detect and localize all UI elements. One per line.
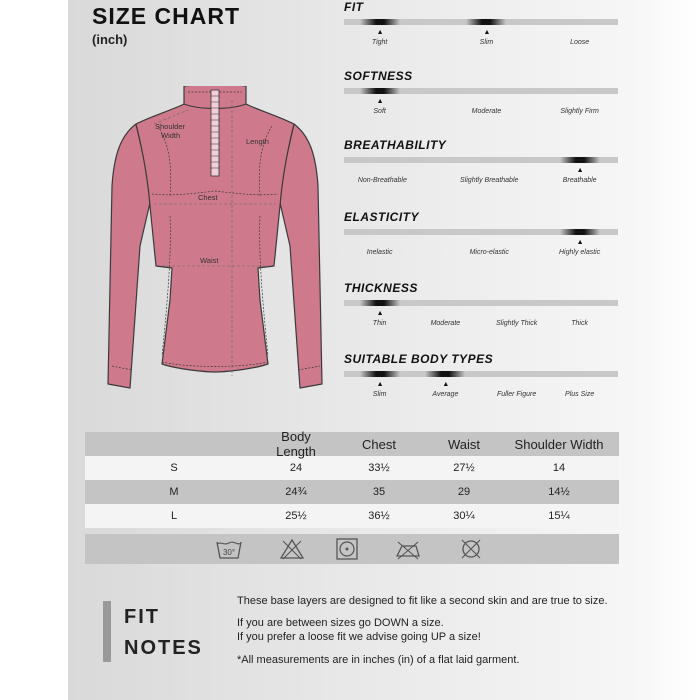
marker-arrow-icon: ▲ (576, 167, 584, 174)
scale-label: Slightly Breathable (460, 177, 519, 184)
tumble-dry-low-icon (335, 538, 359, 560)
waist-cell: 29 (457, 486, 471, 498)
fit-note-line2: If you are between sizes go DOWN a size. (237, 617, 444, 629)
do-not-bleach-icon (279, 538, 305, 560)
shoulder-width-label-line2: Width (161, 131, 181, 140)
header-body-length: Body Length (276, 429, 316, 459)
attribute-name: BREATHABILITY (344, 138, 447, 152)
scale-label: Loose (570, 39, 590, 46)
marker-arrow-icon: ▲ (376, 381, 384, 388)
attribute-thickness (344, 281, 620, 337)
wash-30-icon (216, 538, 242, 560)
waist-cell: 30¼ (453, 510, 475, 522)
table-header-row (85, 429, 619, 459)
size-cell: S (170, 462, 178, 474)
marker-arrow-icon: ▲ (376, 29, 384, 36)
size-cell: M (169, 486, 179, 498)
do-not-dry-clean-icon (458, 538, 484, 560)
scale-label: Moderate (471, 108, 502, 115)
scale-label: Highly elastic (559, 249, 601, 256)
attribute-elasticity (344, 210, 620, 266)
care-instructions-bar (85, 534, 619, 564)
body-length-cell: 24 (289, 462, 303, 474)
scale-label: Slim (372, 391, 387, 398)
garment-illustration (100, 86, 330, 396)
shoulder-width-label-line1: Shoulder (155, 122, 186, 131)
scale-marker (360, 88, 400, 94)
attribute-name: SOFTNESS (344, 69, 413, 83)
waist-cell: 27½ (453, 462, 475, 474)
shoulder-width-cell: 15¼ (548, 510, 570, 522)
marker-arrow-icon: ▲ (376, 98, 384, 105)
table-row (85, 480, 619, 504)
scale-label: Inelastic (366, 249, 393, 256)
scale-label: Plus Size (565, 391, 595, 398)
header-chest: Chest (362, 436, 396, 452)
scale-marker (360, 371, 400, 377)
marker-arrow-icon: ▲ (576, 239, 584, 246)
scale-marker (425, 371, 465, 377)
do-not-iron-icon (394, 538, 422, 560)
marker-arrow-icon: ▲ (442, 381, 450, 388)
fit-notes-title-line2: NOTES (124, 637, 203, 659)
page-title: SIZE CHART (92, 3, 240, 29)
scale-label: Fuller Figure (496, 391, 537, 398)
fit-note-line3: If you prefer a loose fit we advise going UP a size! (237, 631, 481, 643)
size-cell: L (170, 510, 178, 522)
length-label: Length (246, 137, 269, 146)
scale-marker (466, 19, 506, 25)
fit-notes-title (124, 602, 203, 664)
table-row (85, 456, 619, 480)
notes-accent-bar (103, 601, 111, 662)
attribute-fit (344, 0, 620, 56)
scale-label: Non-Breathable (357, 177, 407, 184)
scale-label: Slightly Thick (495, 320, 538, 327)
fit-notes-title-line1: FIT (124, 606, 160, 628)
scale-marker (360, 19, 400, 25)
scale-label: Thin (372, 320, 387, 327)
scale-label: Tight (371, 39, 388, 46)
size-table (85, 429, 619, 528)
chest-cell: 35 (372, 486, 386, 498)
scale-label: Slightly Firm (560, 108, 599, 115)
shoulder-width-cell: 14½ (548, 486, 570, 498)
shoulder-width-cell: 14 (552, 462, 566, 474)
scale-marker (360, 300, 400, 306)
attribute-name: THICKNESS (344, 281, 418, 295)
scale-marker (560, 229, 600, 235)
fit-note-line1: These base layers are designed to fit like a second skin and are true to size. (237, 595, 608, 607)
waist-label: Waist (200, 256, 219, 265)
chest-cell: 33½ (368, 462, 390, 474)
marker-arrow-icon: ▲ (376, 310, 384, 317)
attribute-name: FIT (344, 0, 364, 14)
wash-temperature: 30° (222, 548, 236, 557)
header-shoulder-width: Shoulder Width (514, 436, 604, 452)
scale-label: Micro-elastic (469, 249, 509, 256)
attribute-breathability (344, 138, 620, 194)
scale-label: Thick (571, 320, 588, 327)
scale-label: Breathable (562, 177, 597, 184)
attribute-softness (344, 69, 620, 125)
chest-label: Chest (198, 193, 218, 202)
table-row (85, 504, 619, 528)
fit-note-line4: *All measurements are in inches (in) of a flat laid garment. (237, 654, 520, 666)
scale-marker (560, 157, 600, 163)
marker-arrow-icon: ▲ (483, 29, 491, 36)
scale-label: Average (432, 391, 459, 398)
body-length-cell: 24¾ (285, 486, 307, 498)
scale-label: Soft (373, 108, 386, 115)
scale-label: Moderate (430, 320, 461, 327)
scale-label: Slim (479, 39, 494, 46)
header-waist: Waist (447, 436, 481, 452)
body-length-cell: 25½ (285, 510, 307, 522)
attribute-name: SUITABLE BODY TYPES (344, 352, 494, 366)
chest-cell: 36½ (368, 510, 390, 522)
attribute-name: ELASTICITY (344, 210, 420, 224)
attribute-suitable-body-types (344, 352, 620, 408)
unit-subtitle: (inch) (92, 32, 128, 47)
